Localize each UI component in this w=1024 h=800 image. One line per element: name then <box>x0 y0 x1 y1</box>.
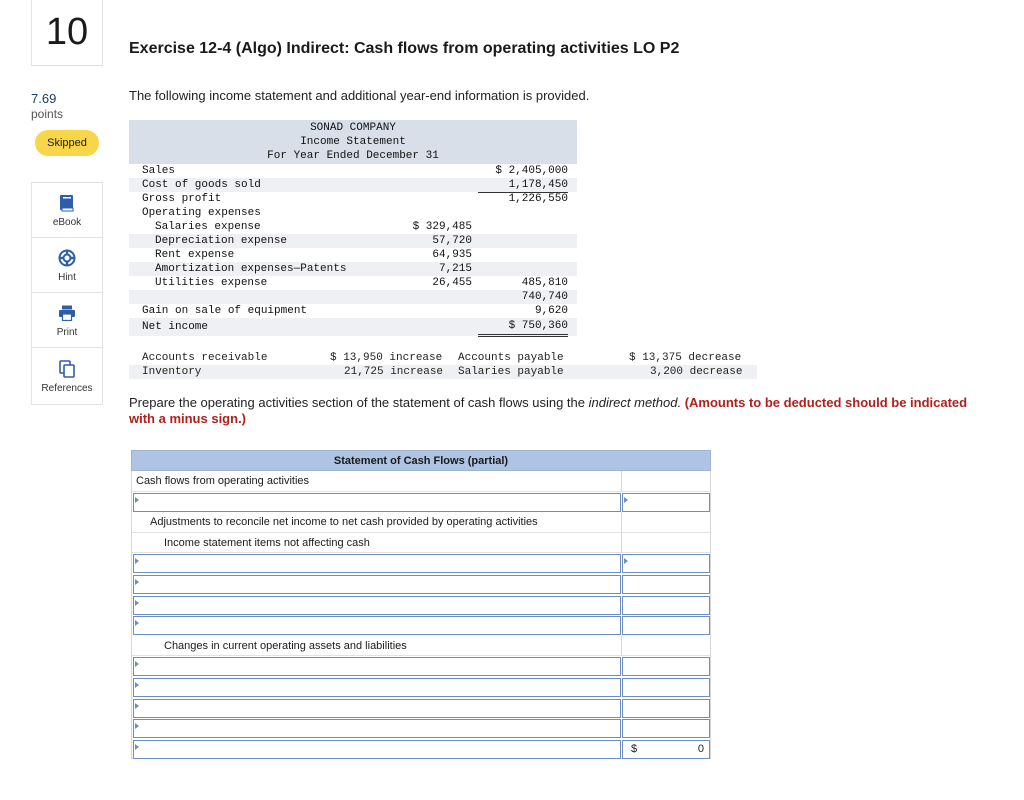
amount-input[interactable] <box>622 554 710 573</box>
statement-row: Gain on sale of equipment 9,620 <box>142 305 568 317</box>
line-item-select[interactable] <box>133 575 621 594</box>
dropdown-caret-icon <box>135 620 139 626</box>
ebook-button[interactable] <box>32 183 102 238</box>
ebook-label: eBook <box>52 216 82 228</box>
dropdown-caret-icon <box>135 723 139 729</box>
statement-row: Sales $ 2,405,000 <box>142 165 568 177</box>
dropdown-caret-icon <box>135 497 139 503</box>
question-number: 10 <box>45 11 89 53</box>
statement-row: Cost of goods sold 1,178,450 <box>129 178 577 192</box>
worksheet-total-row <box>131 739 711 760</box>
statement-row: Net income $ 750,360 <box>129 318 577 336</box>
tools-panel <box>31 182 103 405</box>
book-icon <box>57 193 77 213</box>
statement-row: Gross profit 1,226,550 <box>142 193 568 205</box>
company-name: SONAD COMPANY <box>310 122 396 134</box>
dropdown-caret-icon <box>135 703 139 709</box>
dropdown-caret-icon <box>135 600 139 606</box>
dropdown-caret-icon <box>624 497 628 503</box>
statement-row: Salaries expense $ 329,485 <box>155 221 472 233</box>
amount-input[interactable] <box>622 575 710 594</box>
total-value: 0 <box>697 742 704 755</box>
additional-info-row: Inventory 21,725 increase Salaries payable 3,200 decrease <box>129 365 757 379</box>
dropdown-caret-icon <box>135 661 139 667</box>
additional-info-row: Accounts receivable $ 13,950 increase Accounts payable $ 13,375 decrease <box>142 352 742 364</box>
worksheet-section-row: Cash flows from operating activities <box>131 471 711 492</box>
additional-info <box>129 351 757 379</box>
line-item-select[interactable] <box>133 699 621 718</box>
references-button[interactable] <box>32 348 102 404</box>
worksheet-input-row <box>131 718 711 739</box>
cash-flow-worksheet <box>131 450 711 759</box>
intro-text: The following income statement and additional year-end information is provided. <box>129 88 590 103</box>
line-item-select[interactable] <box>133 616 621 635</box>
income-statement <box>129 120 577 336</box>
amount-input[interactable] <box>622 493 710 512</box>
dropdown-caret-icon <box>135 682 139 688</box>
line-item-select[interactable] <box>133 596 621 615</box>
print-button[interactable] <box>32 293 102 348</box>
amount-input[interactable] <box>622 657 710 676</box>
question-number-box <box>31 0 103 66</box>
amount-input[interactable] <box>622 596 710 615</box>
line-item-select[interactable] <box>133 678 621 697</box>
amount-input[interactable] <box>622 678 710 697</box>
status-badge: Skipped <box>35 130 99 156</box>
worksheet-input-row <box>131 677 711 698</box>
worksheet-input-row <box>131 595 711 616</box>
points-label: points <box>31 107 64 121</box>
worksheet-input-row <box>131 698 711 719</box>
statement-period: For Year Ended December 31 <box>267 150 439 162</box>
exercise-title: Exercise 12-4 (Algo) Indirect: Cash flows from operating activities LO P2 <box>129 40 680 57</box>
statement-name: Income Statement <box>300 136 406 148</box>
print-label: Print <box>56 326 78 338</box>
amount-input[interactable] <box>622 616 710 635</box>
total-amount <box>622 740 710 759</box>
statement-row: Amortization expenses—Patents 7,215 <box>129 262 577 276</box>
income-statement-header <box>129 120 577 164</box>
worksheet-input-row <box>131 553 711 574</box>
total-currency: $ <box>631 742 638 755</box>
dropdown-caret-icon <box>135 558 139 564</box>
worksheet-input-row <box>131 656 711 677</box>
statement-row: 740,740 <box>129 290 577 304</box>
printer-icon <box>57 303 77 323</box>
worksheet-section-row: Changes in current operating assets and liabilities <box>131 636 711 657</box>
worksheet-section-row: Adjustments to reconcile net income to net cash provided by operating activities <box>131 512 711 533</box>
hint-button[interactable] <box>32 238 102 293</box>
instructions: Prepare the operating activities section of the statement of cash flows using the indirect method. (Amounts to be deducted should be indicated with a minus sign.) <box>129 395 968 426</box>
dropdown-caret-icon <box>624 558 628 564</box>
worksheet-input-row <box>131 574 711 595</box>
line-item-select[interactable] <box>133 657 621 676</box>
statement-row: Depreciation expense 57,720 <box>129 234 577 248</box>
line-item-select[interactable] <box>133 493 621 512</box>
line-item-select[interactable] <box>133 554 621 573</box>
statement-row: Utilities expense 26,455 485,810 <box>155 277 568 289</box>
references-label: References <box>41 382 93 394</box>
amount-input[interactable] <box>622 719 710 738</box>
dropdown-caret-icon <box>135 579 139 585</box>
amount-input[interactable] <box>622 699 710 718</box>
copy-icon <box>57 359 77 379</box>
total-label-select[interactable] <box>133 740 621 759</box>
worksheet-input-row <box>131 615 711 636</box>
worksheet-input-row <box>131 492 711 513</box>
dropdown-caret-icon <box>135 744 139 750</box>
line-item-select[interactable] <box>133 719 621 738</box>
worksheet-header: Statement of Cash Flows (partial) <box>131 450 711 471</box>
statement-row: Rent expense 64,935 <box>155 249 472 261</box>
statement-row: Operating expenses <box>142 207 261 219</box>
points-value: 7.69 <box>31 91 57 106</box>
lifebuoy-icon <box>57 248 77 268</box>
worksheet-section-row: Income statement items not affecting cash <box>131 533 711 554</box>
hint-label: Hint <box>58 271 76 283</box>
